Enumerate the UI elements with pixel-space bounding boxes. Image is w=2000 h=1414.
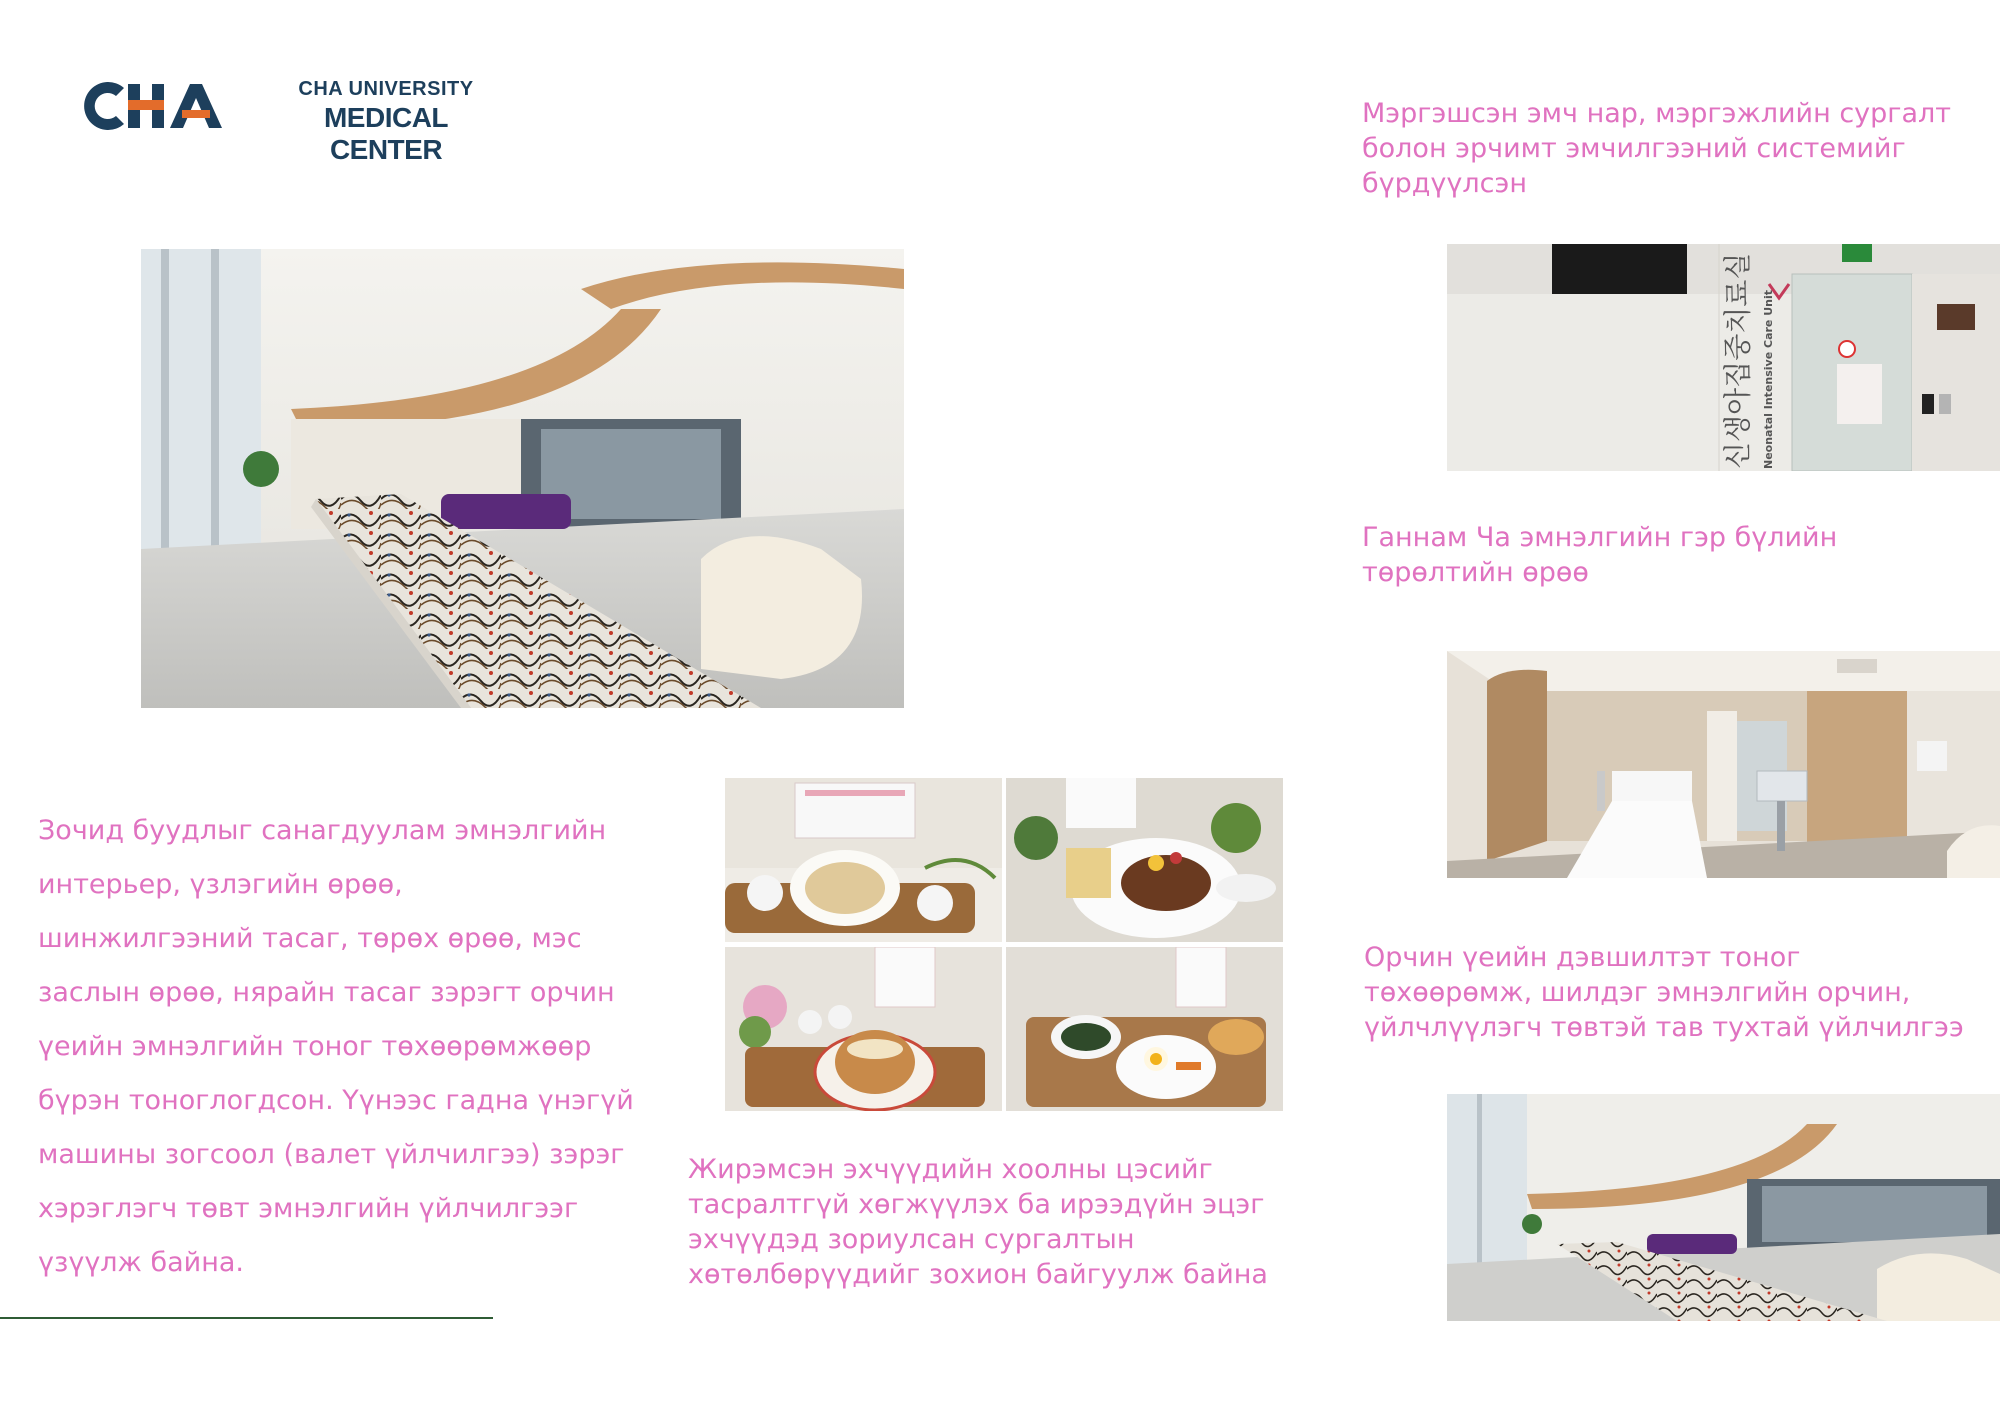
nicu-sign-korean: 신생아집중치료실 <box>1721 252 1754 469</box>
divider-line <box>0 1317 493 1319</box>
facility-description <box>38 804 658 1290</box>
nicu-sign-english: Neonatal Intensive Care Unit <box>1762 289 1775 469</box>
caption-maternity-menu <box>688 1152 1328 1292</box>
caption-line: Мэргэшсэн эмч нар, мэргэжлийн сургалт <box>1362 98 1952 129</box>
lobby-photo-small <box>1447 1094 2000 1321</box>
caption-line: төрөлтийн өрөө <box>1362 557 1589 588</box>
meal-photo <box>1006 778 1283 942</box>
description-line: шинжилгээний тасаг, төрөх өрөө, мэс <box>38 923 582 954</box>
description-line: Зочид буудлыг санагдуулам эмнэлгийн <box>38 815 607 846</box>
description-line: интерьер, үзлэгийн өрөө, <box>38 869 403 900</box>
caption-line: Жирэмсэн эхчүүдийн хоолны цэсийг <box>688 1154 1213 1185</box>
lobby-photo <box>141 249 904 708</box>
logo-line-1: CHA UNIVERSITY <box>298 78 474 100</box>
logo-line-2: MEDICAL CENTER <box>323 102 449 165</box>
caption-line: эхчүүдэд зориулсан сургалтын <box>688 1224 1135 1255</box>
caption-modern-equipment <box>1364 940 1984 1045</box>
meal-photo <box>725 947 1002 1111</box>
meal-photo <box>1006 947 1283 1111</box>
description-line: заслын өрөө, нярайн тасаг зэрэгт орчин <box>38 977 615 1008</box>
caption-line: бүрдүүлсэн <box>1362 168 1527 199</box>
caption-line: үйлчлүүлэгч төвтэй тав тухтай үйлчилгээ <box>1364 1012 1964 1043</box>
description-line: үеийн эмнэлгийн тоног төхөөрөмжөөр <box>38 1031 592 1062</box>
caption-specialists <box>1362 96 1962 201</box>
description-line: хэрэглэгч төвт эмнэлгийн үйлчилгээг <box>38 1193 579 1224</box>
caption-family-birth-room <box>1362 520 1962 590</box>
cha-logo-mark-icon <box>78 80 230 132</box>
description-line: бүрэн тоноглогдсон. Үүнээс гадна үнэгүй <box>38 1085 634 1116</box>
description-line: машины зогсоол (валет үйлчилгээ) зэрэг <box>38 1139 625 1170</box>
caption-line: төхөөрөмж, шилдэг эмнэлгийн орчин, <box>1364 977 1911 1008</box>
family-birth-room-photo <box>1447 651 2000 878</box>
caption-line: Ганнам Ча эмнэлгийн гэр бүлийн <box>1362 522 1838 553</box>
meal-photo-grid <box>725 778 1285 1111</box>
caption-line: хөтөлбөрүүдийг зохион байгуулж байна <box>688 1259 1268 1290</box>
logo <box>78 74 498 165</box>
description-line: үзүүлж байна. <box>38 1247 244 1278</box>
nicu-entrance-photo <box>1447 244 2000 471</box>
caption-line: Орчин үеийн дэвшилтэт тоног <box>1364 942 1801 973</box>
meal-photo <box>725 778 1002 942</box>
caption-line: тасралтгүй хөгжүүлэх ба ирээдүйн эцэг <box>688 1189 1265 1220</box>
caption-line: болон эрчимт эмчилгээний системийг <box>1362 133 1906 164</box>
